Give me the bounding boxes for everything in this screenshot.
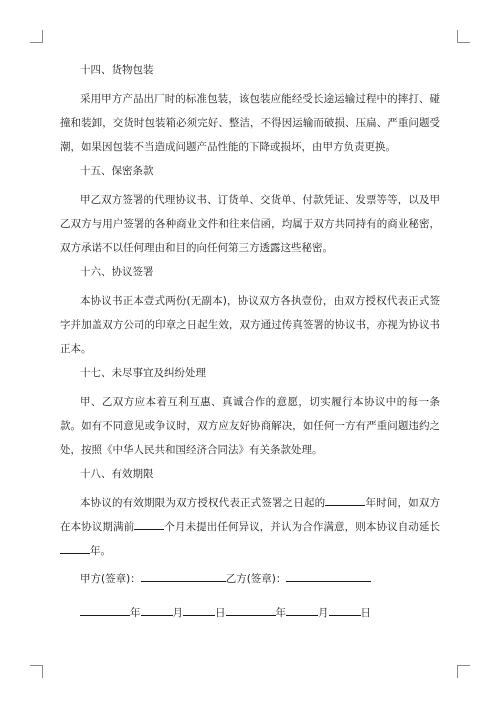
section-heading-signing: 十六、协议签署 bbox=[80, 266, 154, 278]
party-b-year-label: 年 bbox=[275, 607, 286, 619]
validity-extension-blank bbox=[60, 541, 90, 554]
section-text-validity bbox=[60, 491, 440, 563]
party-b-day-blank bbox=[329, 603, 361, 616]
section-text-confidentiality: 甲乙双方签署的代理协议书、订货单、交货单、付款凭证、发票等等，以及甲乙双方与用户签署的各种商业文件和往来信函，均属于双方共同持有的商业秘密，双方承诺不以任何理由和目的向任何第三方透露这些秘密。 bbox=[60, 194, 440, 254]
date-line bbox=[60, 601, 440, 625]
section-heading-validity: 十八、有效期限 bbox=[80, 468, 154, 480]
crop-mark-bottom-right bbox=[457, 665, 470, 678]
signature-line bbox=[60, 567, 440, 591]
party-b-year-blank bbox=[226, 603, 276, 616]
validity-text-part2: 年时间，如双方在本协议期满前 bbox=[60, 497, 441, 533]
section-heading-disputes: 十七、未尽事宜及纠纷处理 bbox=[80, 367, 206, 379]
party-a-signature-label: 甲方(签章)： bbox=[80, 573, 141, 585]
section-heading-packaging: 十四、货物包装 bbox=[80, 64, 154, 76]
party-a-month-blank bbox=[141, 603, 173, 616]
party-b-signature-blank bbox=[286, 569, 371, 582]
party-b-month-blank bbox=[286, 603, 318, 616]
party-a-month-label: 月 bbox=[172, 607, 183, 619]
crop-mark-top-right bbox=[457, 30, 470, 43]
party-a-year-blank bbox=[80, 603, 130, 616]
section-text-signing: 本协议书正本壹式两份(无副本)，协议双方各执壹份，由双方授权代表正式签字并加盖双方公司的印章之日起生效，双方通过传真签署的协议书，亦视为协议书正本。 bbox=[60, 295, 440, 355]
party-a-signature-blank bbox=[141, 569, 226, 582]
validity-text-part1: 本协议的有效期限为双方授权代表正式签署之日起的 bbox=[80, 497, 326, 509]
party-a-day-label: 日 bbox=[215, 607, 226, 619]
section-text-disputes: 甲、乙双方应本着互利互惠、真诚合作的意愿，切实履行本协议中的每一条款。如有不同意见或争议时，双方应友好协商解决，如任何一方有严重问题违约之处，按照《中华人民共和国经济合同法》有关条款处理。 bbox=[60, 396, 440, 456]
crop-mark-top-left bbox=[30, 30, 43, 43]
document-body bbox=[60, 62, 440, 629]
validity-text-part4: 年。 bbox=[90, 545, 111, 557]
crop-mark-bottom-left bbox=[30, 665, 43, 678]
validity-text-part3: 个月未提出任何异议，并认为合作满意，则本协议自动延长 bbox=[164, 521, 441, 533]
party-a-year-label: 年 bbox=[130, 607, 141, 619]
party-b-day-label: 日 bbox=[360, 607, 371, 619]
section-text-packaging: 采用甲方产品出厂时的标准包装，该包装应能经受长途运输过程中的摔打、碰撞和装卸，交货时包装箱必须完好、整洁，不得因运输而破损、压扁、严重问题受潮，如果因包装不当造成问题产品性能的下降或损坏，由甲方负责更换。 bbox=[60, 93, 440, 153]
party-b-signature-label: 乙方(签章)： bbox=[225, 573, 287, 585]
section-heading-confidentiality: 十五、保密条款 bbox=[80, 165, 154, 177]
validity-years-blank bbox=[325, 493, 365, 506]
validity-months-blank bbox=[134, 517, 164, 530]
party-a-day-blank bbox=[183, 603, 215, 616]
party-b-month-label: 月 bbox=[318, 607, 329, 619]
